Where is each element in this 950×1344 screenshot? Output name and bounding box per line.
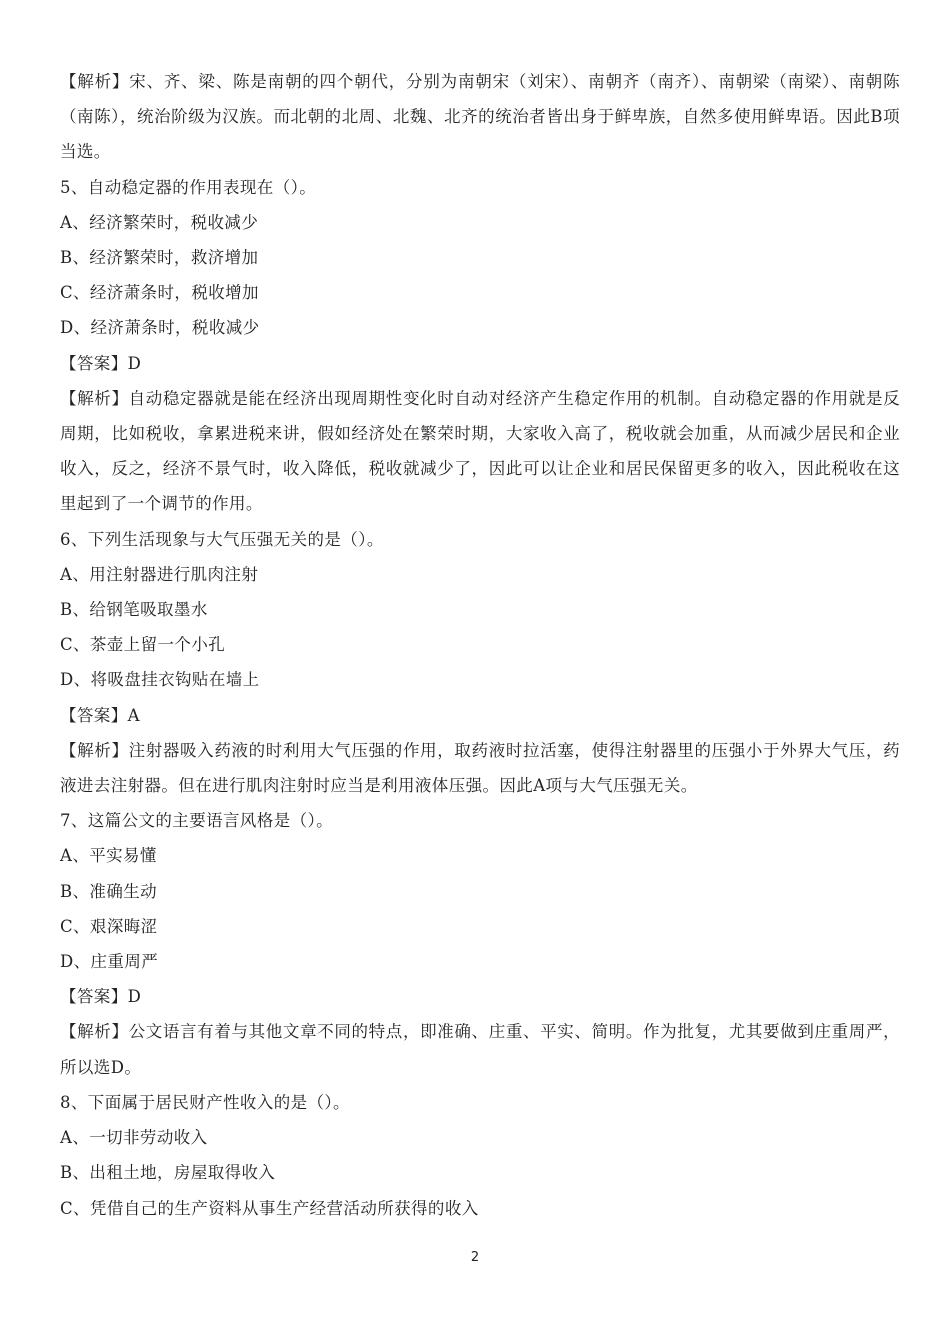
page-number: 2 xyxy=(470,1250,480,1265)
option-item: A、平实易懂 xyxy=(60,846,157,866)
option-item: B、出租土地，房屋取得收入 xyxy=(60,1163,276,1183)
option-item: C、茶壶上留一个小孔 xyxy=(60,635,226,655)
analysis-paragraph: 【解析】自动稳定器就是能在经济出现周期性变化时自动对经济产生稳定作用的机制。自动稳定器的作用就是反周期，比如税收，拿累进税来讲，假如经济处在繁荣时期，大家收入高了，税收就会加重，从而减少居民和企业收入，反之，经济不景气时，收入降低，税收就减少了，因此可以让企业和居民保留更多的收入，因此税收在这里起到了一个调节的作用。 xyxy=(60,388,900,514)
question-stem: 6、下列生活现象与大气压强无关的是（）。 xyxy=(60,529,384,549)
answer-line: 【答案】D xyxy=(60,353,142,373)
option-item: B、经济繁荣时，救济增加 xyxy=(60,248,259,268)
analysis-paragraph: 【解析】宋、齐、梁、陈是南朝的四个朝代，分别为南朝宋（刘宋）、南朝齐（南齐）、南朝梁（南梁）、南朝陈（南陈），统治阶级为汉族。而北朝的北周、北魏、北齐的统治者皆出身于鲜卑族，自然多使用鲜卑语。因此B项当选。 xyxy=(60,72,900,162)
answer-line: 【答案】D xyxy=(60,987,142,1007)
option-item: A、用注射器进行肌肉注射 xyxy=(60,564,259,584)
question-stem: 5、自动稳定器的作用表现在（）。 xyxy=(60,177,317,197)
analysis-paragraph: 【解析】注射器吸入药液的时利用大气压强的作用，取药液时拉活塞，使得注射器里的压强小于外界大气压，药液进去注射器。但在进行肌肉注射时应当是利用液体压强。因此A项与大气压强无关。 xyxy=(60,740,900,796)
option-item: C、凭借自己的生产资料从事生产经营活动所获得的收入 xyxy=(60,1198,479,1218)
question-stem: 8、下面属于居民财产性收入的是（）。 xyxy=(60,1092,350,1112)
question-stem: 7、这篇公文的主要语言风格是（）。 xyxy=(60,811,334,831)
document-page xyxy=(60,64,900,1226)
option-item: D、将吸盘挂衣钩贴在墙上 xyxy=(60,670,260,690)
option-item: D、庄重周严 xyxy=(60,952,159,972)
option-item: B、给钢笔吸取墨水 xyxy=(60,600,208,620)
option-item: C、艰深晦涩 xyxy=(60,916,158,936)
option-item: A、一切非劳动收入 xyxy=(60,1128,208,1148)
answer-line: 【答案】A xyxy=(60,705,140,725)
option-item: C、经济萧条时，税收增加 xyxy=(60,283,259,303)
option-item: B、准确生动 xyxy=(60,881,158,901)
analysis-paragraph: 【解析】公文语言有着与其他文章不同的特点，即准确、庄重、平实、简明。作为批复，尤其要做到庄重周严，所以选D。 xyxy=(60,1022,900,1077)
option-item: A、经济繁荣时，税收减少 xyxy=(60,212,259,232)
option-item: D、经济萧条时，税收减少 xyxy=(60,318,260,338)
